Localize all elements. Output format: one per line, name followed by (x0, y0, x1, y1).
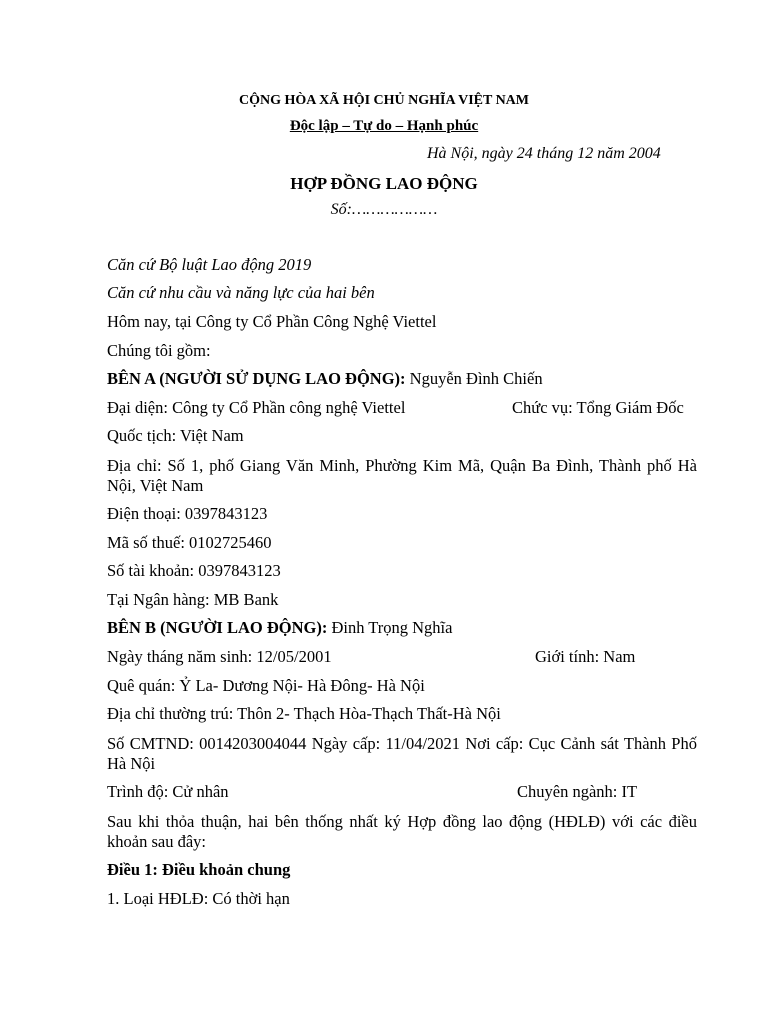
party-a-phone: Điện thoại: 0397843123 (107, 504, 268, 523)
nation-heading: CỘNG HÒA XÃ HỘI CHỦ NGHĨA VIỆT NAM (238, 93, 529, 108)
article-1-item-1: 1. Loại HĐLĐ: Có thời hạn (107, 889, 290, 908)
party-a-address: Địa chỉ: Số 1, phố Giang Văn Minh, Phường Kim Mã, Quận Ba Đình, Thành phố Hà Nội, Việt Nam (107, 456, 697, 495)
article-1-heading: Điều 1: Điều khoản chung (107, 860, 291, 879)
motto: Độc lập – Tự do – Hạnh phúc (289, 118, 479, 134)
contract-number: Số:……………… (330, 201, 438, 218)
party-a-account: Số tài khoản: 0397843123 (107, 561, 281, 580)
place-date: Hà Nội, ngày 24 tháng 12 năm 2004 (427, 145, 661, 162)
party-a-nationality: Quốc tịch: Việt Nam (107, 426, 244, 445)
agreement-statement: Sau khi thỏa thuận, hai bên thống nhất ký Hợp đồng lao động (HĐLĐ) với các điều khoản sau đây: (107, 812, 697, 851)
legal-basis-2: Căn cứ nhu cầu và năng lực của hai bên (107, 283, 375, 302)
party-a-bank: Tại Ngân hàng: MB Bank (107, 590, 279, 609)
party-b-name: Đinh Trọng Nghĩa (327, 618, 453, 637)
party-b-education: Trình độ: Cử nhân (107, 782, 229, 801)
party-a-name: Nguyễn Đình Chiến (405, 369, 543, 388)
document-title: HỢP ĐỒNG LAO ĐỘNG (290, 174, 478, 193)
party-b-label: BÊN B (NGƯỜI LAO ĐỘNG): (107, 618, 328, 637)
party-b-dob: Ngày tháng năm sinh: 12/05/2001 (107, 647, 332, 666)
party-b-line (107, 619, 452, 638)
party-a-position: Chức vụ: Tổng Giám Đốc (512, 398, 684, 417)
contract-location: Hôm nay, tại Công ty Cổ Phần Công Nghệ Viettel (107, 312, 437, 331)
legal-basis-1: Căn cứ Bộ luật Lao động 2019 (107, 255, 312, 274)
party-b-residence: Địa chỉ thường trú: Thôn 2- Thạch Hòa-Thạch Thất-Hà Nội (107, 704, 501, 723)
party-b-major: Chuyên ngành: IT (517, 782, 638, 801)
party-a-representative: Đại diện: Công ty Cổ Phần công nghệ Viettel (107, 398, 406, 417)
party-a-label: BÊN A (NGƯỜI SỬ DỤNG LAO ĐỘNG): (107, 369, 406, 388)
parties-intro: Chúng tôi gồm: (107, 341, 211, 360)
party-b-id-card: Số CMTND: 0014203004044 Ngày cấp: 11/04/2021 Nơi cấp: Cục Cảnh sát Thành Phố Hà Nội (107, 734, 697, 773)
party-b-gender: Giới tính: Nam (535, 647, 636, 666)
party-b-hometown: Quê quán: Ỷ La- Dương Nội- Hà Đông- Hà Nội (107, 676, 425, 695)
party-a-line (107, 370, 543, 389)
party-a-tax-code: Mã số thuế: 0102725460 (107, 533, 272, 552)
